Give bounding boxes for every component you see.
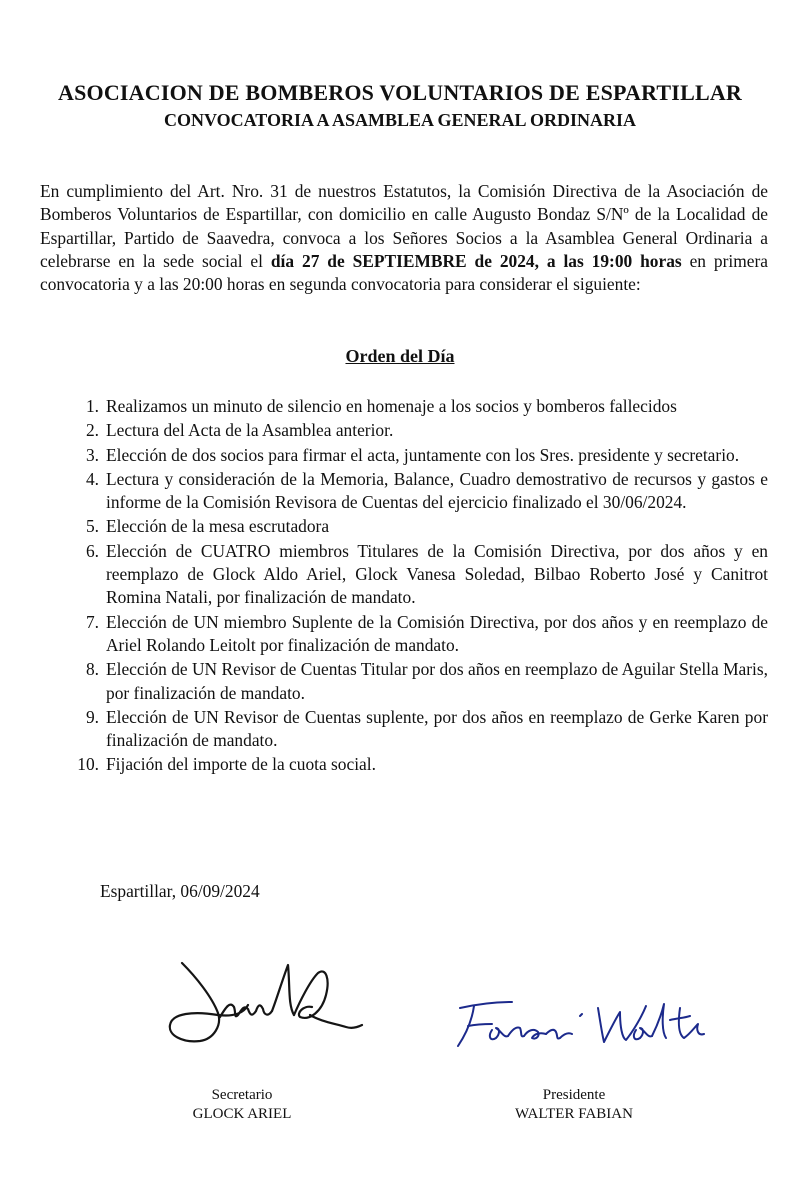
president-signature <box>448 990 718 1060</box>
agenda-item-number: 10. <box>77 754 99 775</box>
agenda-item-text: Elección de UN miembro Suplente de la Comisión Directiva, por dos años y en reemplazo de Ariel Rolando Leitolt por finalización de mandato. <box>106 611 768 655</box>
agenda-item-text: Fijación del importe de la cuota social. <box>106 754 376 775</box>
agenda-item <box>70 706 768 753</box>
agenda-item-text: Elección de UN Revisor de Cuentas suplente, por dos años en reemplazo de Gerke Karen por finalización de mandato. <box>106 706 768 751</box>
intro-text-after: en primera convocatoria y a las 20:00 horas en segunda convocatoria para considerar el siguiente: <box>40 250 768 295</box>
document-title: ASOCIACION DE BOMBEROS VOLUNTARIOS DE ESPARTILLAR <box>58 80 742 105</box>
document-subtitle: CONVOCATORIA A ASAMBLEA GENERAL ORDINARIA <box>163 110 637 130</box>
agenda-item-number: 7. <box>85 611 99 632</box>
intro-bold-date: día 27 de SEPTIEMBRE de 2024, a las 19:00 horas <box>270 250 682 271</box>
intro-paragraph <box>40 180 768 296</box>
agenda-item-text: Elección de dos socios para firmar el acta, juntamente con los Sres. presidente y secretario. <box>106 444 740 465</box>
agenda-item-number: 4. <box>85 468 99 489</box>
secretary-signature <box>160 955 370 1055</box>
agenda-item-number: 9. <box>85 706 99 727</box>
agenda-item-number: 6. <box>85 540 99 561</box>
president-block <box>474 1086 674 1124</box>
agenda-item-number: 1. <box>85 396 99 416</box>
agenda-item-number: 3. <box>85 444 99 465</box>
agenda-item-text: Elección de la mesa escrutadora <box>106 516 330 537</box>
agenda-item-text: Elección de CUATRO miembros Titulares de la Comisión Directiva, por dos años y en reemplazo de Glock Aldo Ariel, Glock Vanesa Soledad, Bilbao Roberto José y Canitrot Romina Natali, por finalización de mandato. <box>106 540 768 608</box>
agenda-item-text: Lectura y consideración de la Memoria, Balance, Cuadro demostrativo de recursos y gastos e informe de la Comisión Revisora de Cuentas del ejercicio finalizado el 30/06/2024. <box>106 468 768 513</box>
secretary-block <box>142 1086 342 1124</box>
president-name: WALTER FABIAN <box>515 1106 633 1122</box>
agenda-item <box>70 611 768 658</box>
agenda-item-number: 8. <box>85 659 99 680</box>
agenda-heading: Orden del Día <box>345 346 455 366</box>
agenda-item-number: 2. <box>85 420 99 441</box>
agenda-item <box>70 658 768 705</box>
agenda-item <box>70 419 768 442</box>
president-role: Presidente <box>542 1087 606 1103</box>
document-header <box>0 80 800 132</box>
agenda-item-number: 5. <box>85 516 99 537</box>
agenda-item <box>70 468 768 515</box>
secretary-role: Secretario <box>211 1087 273 1103</box>
agenda-list <box>70 395 768 778</box>
secretary-name: GLOCK ARIEL <box>192 1106 292 1122</box>
agenda-item <box>70 444 768 467</box>
agenda-item <box>70 753 768 776</box>
intro-text-before: En cumplimiento del Art. Nro. 31 de nuestros Estatutos, la Comisión Directiva de la Asociación de Bomberos Voluntarios de Espartillar, con domicilio en calle Augusto Bondaz S/Nº de la Localidad de Espartillar, Partido de Saavedra, convoca a los Señores Socios a la Asamblea General Ordinaria a celebrarse en la sede social el <box>40 181 768 271</box>
agenda-item-text: Elección de UN Revisor de Cuentas Titular por dos años en reemplazo de Aguilar Stella Maris, por finalización de mandato. <box>106 659 768 703</box>
agenda-item <box>70 395 768 418</box>
agenda-item <box>70 515 768 538</box>
agenda-item-text: Realizamos un minuto de silencio en homenaje a los socios y bomberos fallecidos <box>106 396 677 416</box>
agenda-item-text: Lectura del Acta de la Asamblea anterior. <box>106 420 394 441</box>
place-date: Espartillar, 06/09/2024 <box>100 881 260 901</box>
agenda-item <box>70 540 768 610</box>
